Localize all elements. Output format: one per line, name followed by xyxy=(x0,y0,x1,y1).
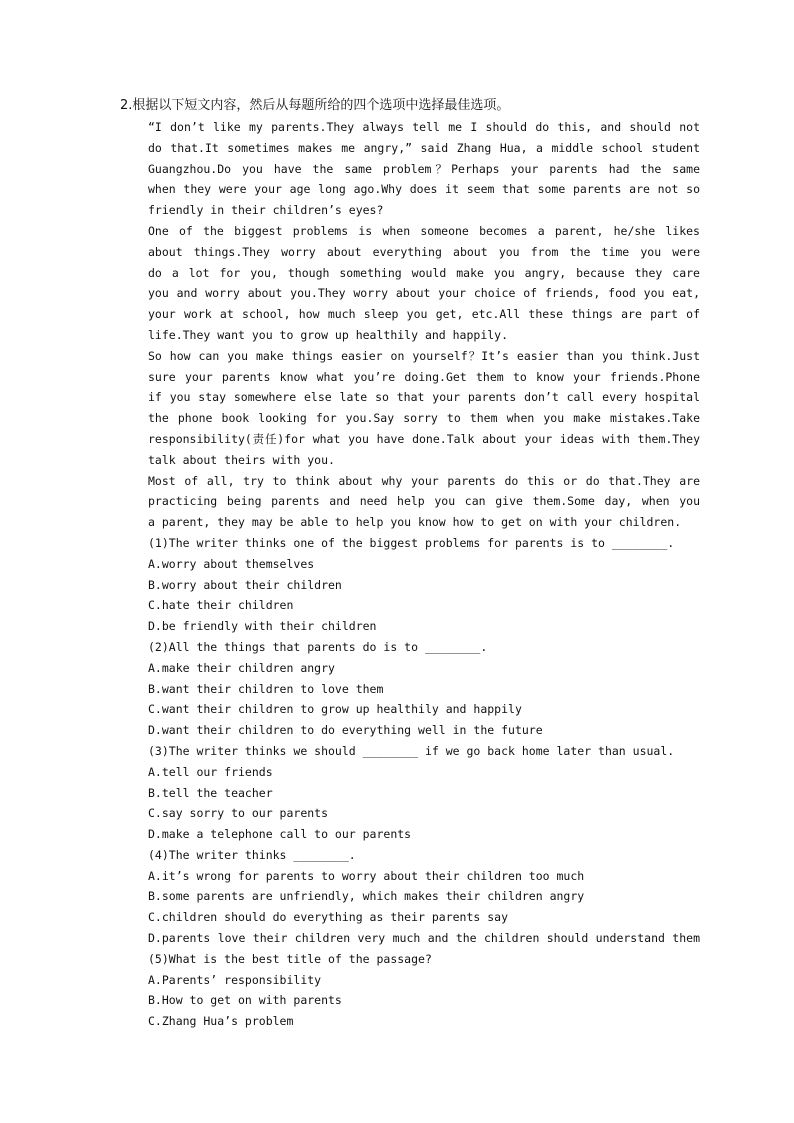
passage-line: “I don’t like my parents.They always tell me I should do this, and should not xyxy=(148,120,700,134)
reading-body xyxy=(148,117,700,1032)
answer-option: C.children should do everything as their parents say xyxy=(148,910,509,925)
question-2 xyxy=(148,637,700,741)
passage-line: talk about theirs with you. xyxy=(148,452,335,467)
question-stem: (2)All the things that parents do is to ________. xyxy=(148,639,488,654)
answer-option: C.hate their children xyxy=(148,598,294,613)
passage-line: when they were your age long ago.Why does it seem that some parents are not so xyxy=(148,182,700,197)
passage-line: a parent, they may be able to help you know how to get on with your children. xyxy=(148,515,682,530)
passage-line: if you stay somewhere else late so that your parents don’t call every hospital xyxy=(148,390,700,405)
answer-option: D.parents love their children very much and the children should understand them xyxy=(148,931,700,946)
answer-option: C.Zhang Hua’s problem xyxy=(148,1014,294,1029)
answer-option: D.be friendly with their children xyxy=(148,619,377,634)
passage-line: Guangzhou.Do you have the same problem？Perhaps your parents had the same xyxy=(148,161,700,176)
question-stem: (1)The writer thinks one of the biggest problems for parents is to ________. xyxy=(148,535,675,550)
answer-option: B.want their children to love them xyxy=(148,681,384,696)
passage-line: you and worry about you.They worry about your choice of friends, food you eat, xyxy=(148,286,700,301)
passage-line: do that.It sometimes makes me angry,” said Zhang Hua, a middle school student xyxy=(148,140,700,155)
passage-line: about things.They worry about everything about you from the time you were xyxy=(148,244,700,259)
answer-option: D.make a telephone call to our parents xyxy=(148,827,412,842)
question-5 xyxy=(148,949,700,1032)
passage-line: life.They want you to grow up healthily and happily. xyxy=(148,327,509,342)
answer-option: B.tell the teacher xyxy=(148,785,273,800)
passage-line: do a lot for you, though something would make you angry, because they care xyxy=(148,265,700,280)
passage-line: So how can you make things easier on yourself？It’s easier than you think.Just xyxy=(148,348,700,363)
question-4 xyxy=(148,845,700,949)
passage-line: practicing being parents and need help you can give them.Some day, when you xyxy=(148,494,700,509)
answer-option: A.tell our friends xyxy=(148,764,273,779)
passage-line: your work at school, how much sleep you get, etc.All these things are part of xyxy=(148,307,700,322)
answer-option: A.it’s wrong for parents to worry about their children too much xyxy=(148,868,585,883)
question-1 xyxy=(148,533,700,637)
answer-option: C.say sorry to our parents xyxy=(148,806,329,821)
passage-line: friendly in their children’s eyes? xyxy=(148,203,384,218)
question-stem: (5)What is the best title of the passage? xyxy=(148,951,432,966)
question-stem: (3)The writer thinks we should ________ if we go back home later than usual. xyxy=(148,743,675,758)
answer-option: A.worry about themselves xyxy=(148,556,315,571)
answer-option: B.How to get on with parents xyxy=(148,993,342,1008)
passage-line: responsibility(责任)for what you have done.Talk about your ideas with them.They xyxy=(148,431,700,446)
passage-line: the phone book looking for you.Say sorry to them when you make mistakes.Take xyxy=(148,411,700,426)
question-heading: 2.根据以下短文内容，然后从每题所给的四个选项中选择最佳选项。 xyxy=(120,98,510,113)
passage xyxy=(148,117,700,533)
answer-option: D.want their children to do everything well in the future xyxy=(148,723,543,738)
passage-line: Most of all, try to think about why your parents do this or do that.They are xyxy=(148,473,700,488)
answer-option: C.want their children to grow up healthily and happily xyxy=(148,702,522,717)
answer-option: A.Parents’ responsibility xyxy=(148,972,322,987)
passage-line: One of the biggest problems is when someone becomes a parent, he/she likes xyxy=(148,223,700,238)
answer-option: B.some parents are unfriendly, which makes their children angry xyxy=(148,889,585,904)
passage-line: sure your parents know what you’re doing.Get them to know your friends.Phone xyxy=(148,369,700,384)
question-3 xyxy=(148,741,700,845)
question-stem: (4)The writer thinks ________. xyxy=(148,847,356,862)
answer-option: B.worry about their children xyxy=(148,577,342,592)
answer-option: A.make their children angry xyxy=(148,660,335,675)
